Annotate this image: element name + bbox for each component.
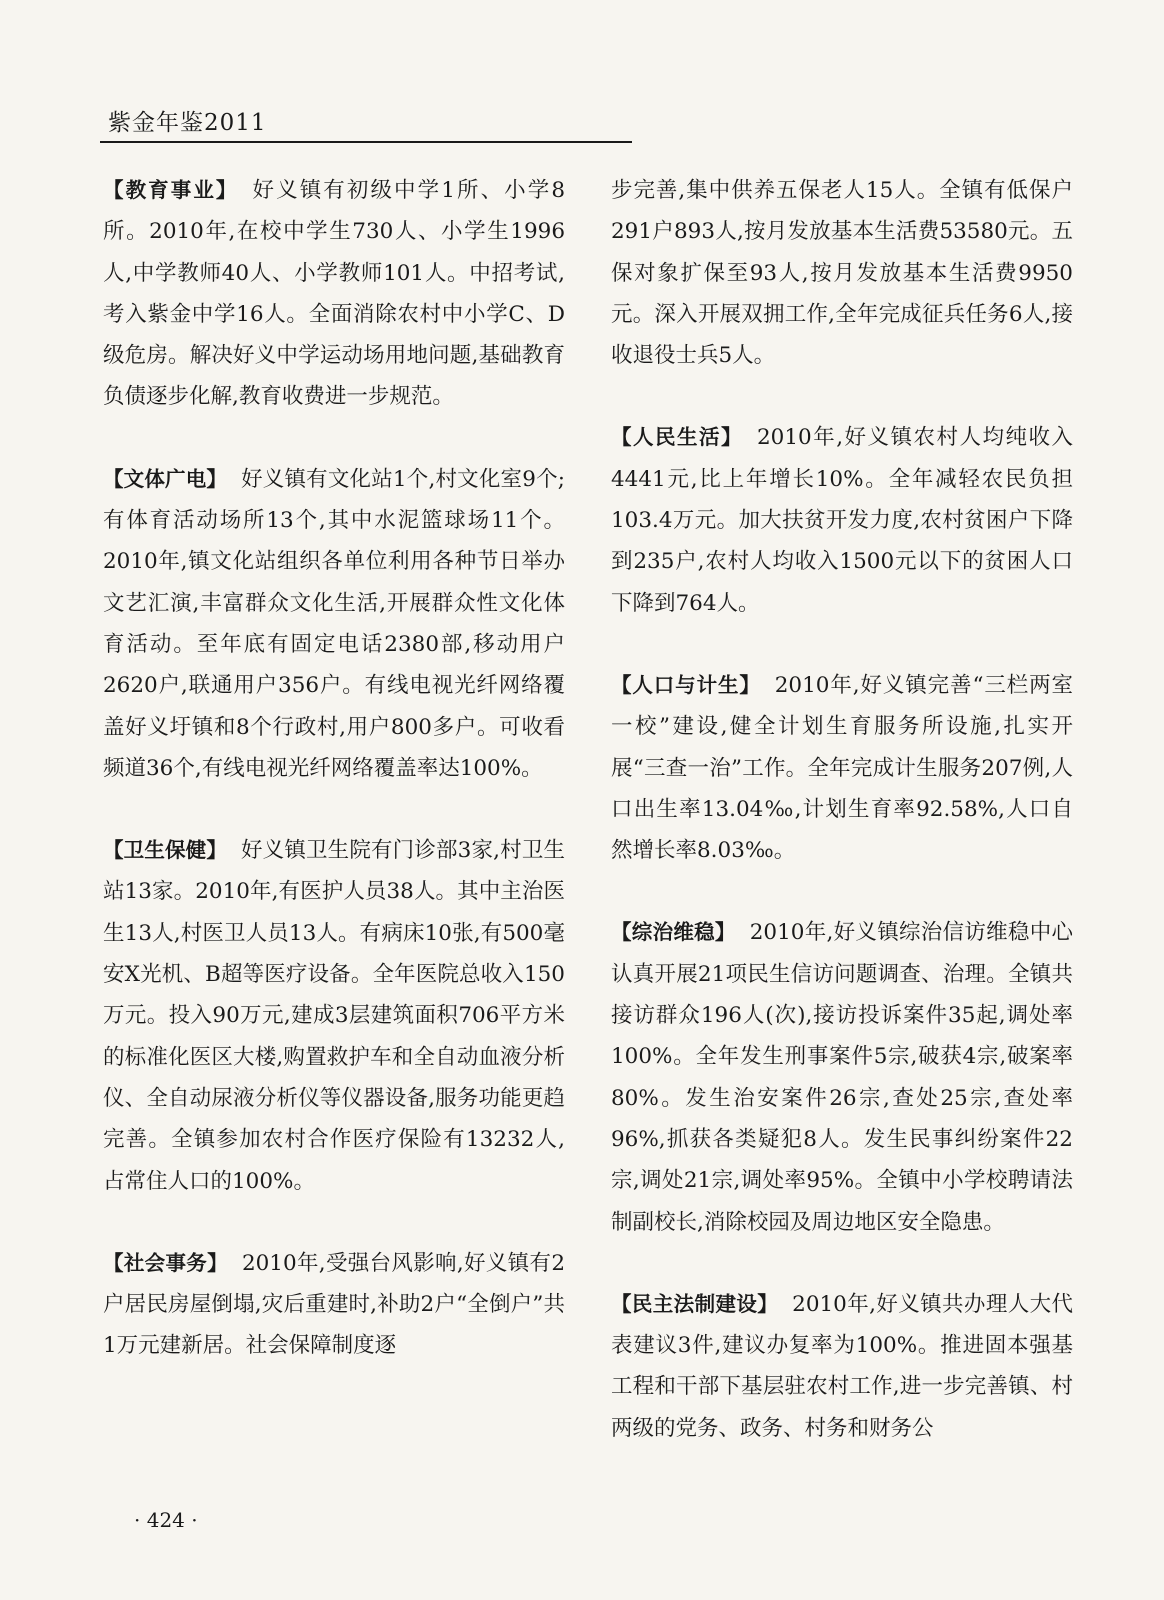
entry-text: 2010年,受强台风影响,好义镇有2户居民房屋倒塌,灾后重建时,补助2户“全倒户”共1万元建新居。社会保障制度逐: [103, 1250, 565, 1359]
entry-heading: 【人口与计生】: [611, 672, 761, 697]
entry-people-livelihood: [611, 417, 1073, 623]
entry-heading: 【人民生活】: [611, 425, 743, 450]
entry-heading: 【民主法制建设】: [611, 1291, 779, 1316]
entry-heading: 【教育事业】: [103, 178, 239, 202]
page-number: · 424 ·: [134, 1508, 198, 1532]
right-column: [611, 170, 1073, 1490]
entry-population-family-planning: [611, 665, 1073, 871]
entry-social-affairs-continued: [611, 170, 1073, 376]
entry-heading: 【社会事务】: [103, 1250, 228, 1275]
entry-text: 步完善,集中供养五保老人15人。全镇有低保户291户893人,按月发放基本生活费53580元。五保对象扩保至93人,按月发放基本生活费9950元。深入开展双拥工作,全年完成征兵任务6人,接收退役士兵5人。: [611, 178, 1073, 369]
entry-text: 2010年,好义镇完善“三栏两室一校”建设,健全计划生育服务所设施,扎实开展“三查一治”工作。全年完成计生服务207例,人口出生率13.04‰,计划生育率92.58%,人口自然增长率8.03‰。: [611, 672, 1073, 864]
left-column: [103, 170, 565, 1408]
entry-culture-sports-broadcasting: [103, 459, 565, 789]
entry-text: 2010年,好义镇综治信访维稳中心认真开展21项民生信访问题调查、治理。全镇共接访群众196人(次),接访投诉案件35起,调处率100%。全年发生刑事案件5宗,破获4宗,破案率80%。发生治安案件26宗,查处25宗,查处率96%,抓获各类疑犯8人。发生民事纠纷案件22宗,调处21宗,调处率95%。全镇中小学校聘请法制副校长,消除校园及周边地区安全隐患。: [611, 920, 1073, 1235]
running-header: 紫金年鉴2011: [108, 110, 267, 136]
header-rule: [100, 141, 632, 143]
entry-text: 2010年,好义镇共办理人大代表建议3件,建议办复率为100%。推进固本强基工程和干部下基层驻农村工作,进一步完善镇、村两级的党务、政务、村务和财务公: [611, 1291, 1073, 1441]
entry-text: 2010年,好义镇农村人均纯收入4441元,比上年增长10%。全年减轻农民负担103.4万元。加大扶贫开发力度,农村贫困户下降到235户,农村人均收入1500元以下的贫困人口下降到764人。: [611, 425, 1073, 616]
entry-text: 好义镇卫生院有门诊部3家,村卫生站13家。2010年,有医护人员38人。其中主治医生13人,村医卫人员13人。有病床10张,有500毫安X光机、B超等医疗设备。全年医院总收入150万元。投入90万元,建成3层建筑面积706平方米的标准化医区大楼,购置救护车和全自动血液分析仪、全自动尿液分析仪等仪器设备,服务功能更趋完善。全镇参加农村合作医疗保险有13232人,占常住人口的100%。: [103, 838, 566, 1194]
entry-text: 好义镇有文化站1个,村文化室9个;有体育活动场所13个,其中水泥篮球场11个。2010年,镇文化站组织各单位利用各种节日举办文艺汇演,丰富群众文化生活,开展群众性文化体育活动。至年底有固定电话2380部,移动用户2620户,联通用户356户。有线电视光纤网络覆盖好义圩镇和8个行政村,用户800多户。可收看频道36个,有线电视光纤网络覆盖率达100%。: [103, 466, 566, 781]
entry-social-affairs: [103, 1243, 565, 1367]
entry-heading: 【卫生保健】: [103, 838, 227, 863]
entry-public-security: [611, 912, 1073, 1242]
entry-heading: 【综治维稳】: [611, 920, 736, 945]
entry-education: [103, 170, 565, 418]
entry-health-care: [103, 830, 565, 1202]
entry-democracy-legal-system: [611, 1284, 1073, 1449]
entry-heading: 【文体广电】: [103, 466, 228, 491]
entry-text: 好义镇有初级中学1所、小学8所。2010年,在校中学生730人、小学生1996人,中学教师40人、小学教师101人。中招考试,考入紫金中学16人。全面消除农村中小学C、D级危房。解决好义中学运动场用地问题,基础教育负债逐步化解,教育收费进一步规范。: [103, 178, 566, 410]
